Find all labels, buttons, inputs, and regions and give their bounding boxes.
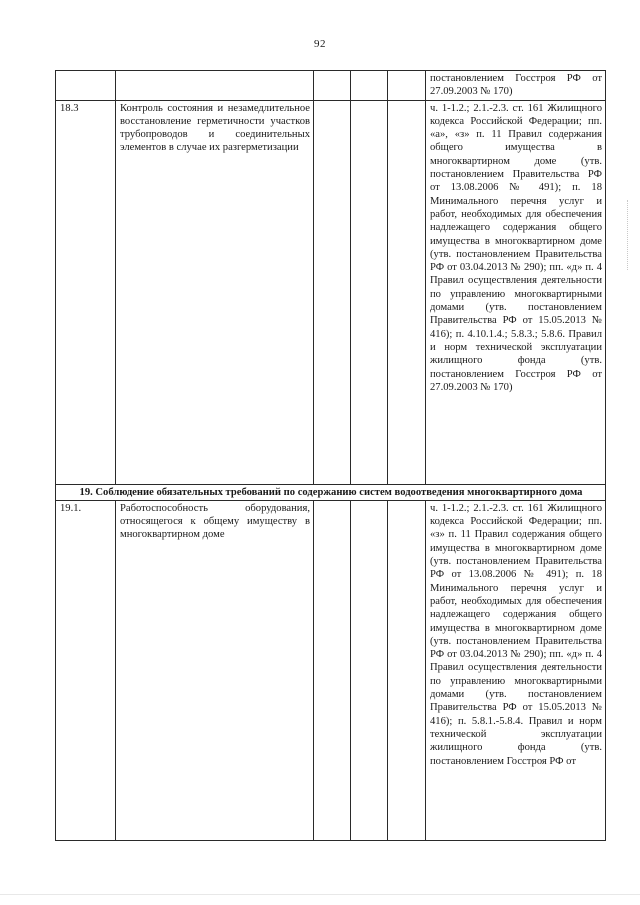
legal-basis-cell: ч. 1-1.2.; 2.1.-2.3. ст. 161 Жилищного кодекса Российской Федерации; пп. «з» п. 11 Правил содержания общего имущества в многоквартирном доме (утв. постановлением Правительства РФ от 13.08.2006 № 491); п. 18 Минимального перечня услуг и работ, необходимых для обеспечения надлежащего содержания общего имущества в многоквартирном доме (утв. постановлением Правительства РФ от 03.04.2013 № 290); пп. «д» п. 4 Правил осуществления деятельности по управлению многоквартирными домами (утв. постановлением Правительства РФ от 15.05.2013 № 416); п. 5.8.1.-5.8.4. Правил и норм технической эксплуатации жилищного фонда (утв. постановлением Госстроя РФ от [426, 500, 606, 840]
scan-artifact [627, 200, 638, 270]
requirement-cell: Работоспособность оборудования, относящегося к общему имуществу в многоквартирном доме [116, 500, 314, 840]
table-row [56, 71, 606, 101]
empty-cell [351, 71, 388, 101]
empty-cell [388, 71, 426, 101]
requirement-cell: Контроль состояния и незамедлительное восстановление герметичности участков трубопроводов и соединительных элементов в случае их разгерметизации [116, 100, 314, 484]
item-number-cell: 18.3 [56, 100, 116, 484]
table-row [56, 500, 606, 840]
empty-cell [351, 100, 388, 484]
empty-cell [314, 71, 351, 101]
table-row [56, 100, 606, 484]
empty-cell [314, 100, 351, 484]
requirements-table [55, 70, 606, 841]
empty-cell [388, 500, 426, 840]
page-number: 92 [314, 38, 326, 50]
legal-basis-cell: постановлением Госстроя РФ от 27.09.2003 № 170) [426, 71, 606, 101]
item-number-cell: 19.1. [56, 500, 116, 840]
empty-cell [351, 500, 388, 840]
requirement-cell [116, 71, 314, 101]
bottom-edge-rule [0, 894, 640, 895]
item-number-cell [56, 71, 116, 101]
empty-cell [314, 500, 351, 840]
legal-basis-cell: ч. 1-1.2.; 2.1.-2.3. ст. 161 Жилищного кодекса Российской Федерации; пп. «а», «з» п. 11 Правил содержания общего имущества в многоквартирном доме (утв. постановлением Правительства РФ от 13.08.2006 № 491); п. 18 Минимального перечня услуг и работ, необходимых для обеспечения надлежащего содержания общего имущества в многоквартирном доме (утв. постановлением Правительства РФ от 03.04.2013 № 290); пп. «д» п. 4 Правил осуществления деятельности по управлению многоквартирными домами (утв. постановлением Правительства РФ от 15.05.2013 № 416); п. 4.10.1.4.; 5.8.3.; 5.8.6. Правил и норм технической эксплуатации жилищного фонда (утв. постановлением Госстроя РФ от 27.09.2003 № 170) [426, 100, 606, 484]
section-heading: 19. Соблюдение обязательных требований по содержанию систем водоотведения многоквартирного дома [56, 484, 606, 500]
section-row [56, 484, 606, 500]
empty-cell [388, 100, 426, 484]
